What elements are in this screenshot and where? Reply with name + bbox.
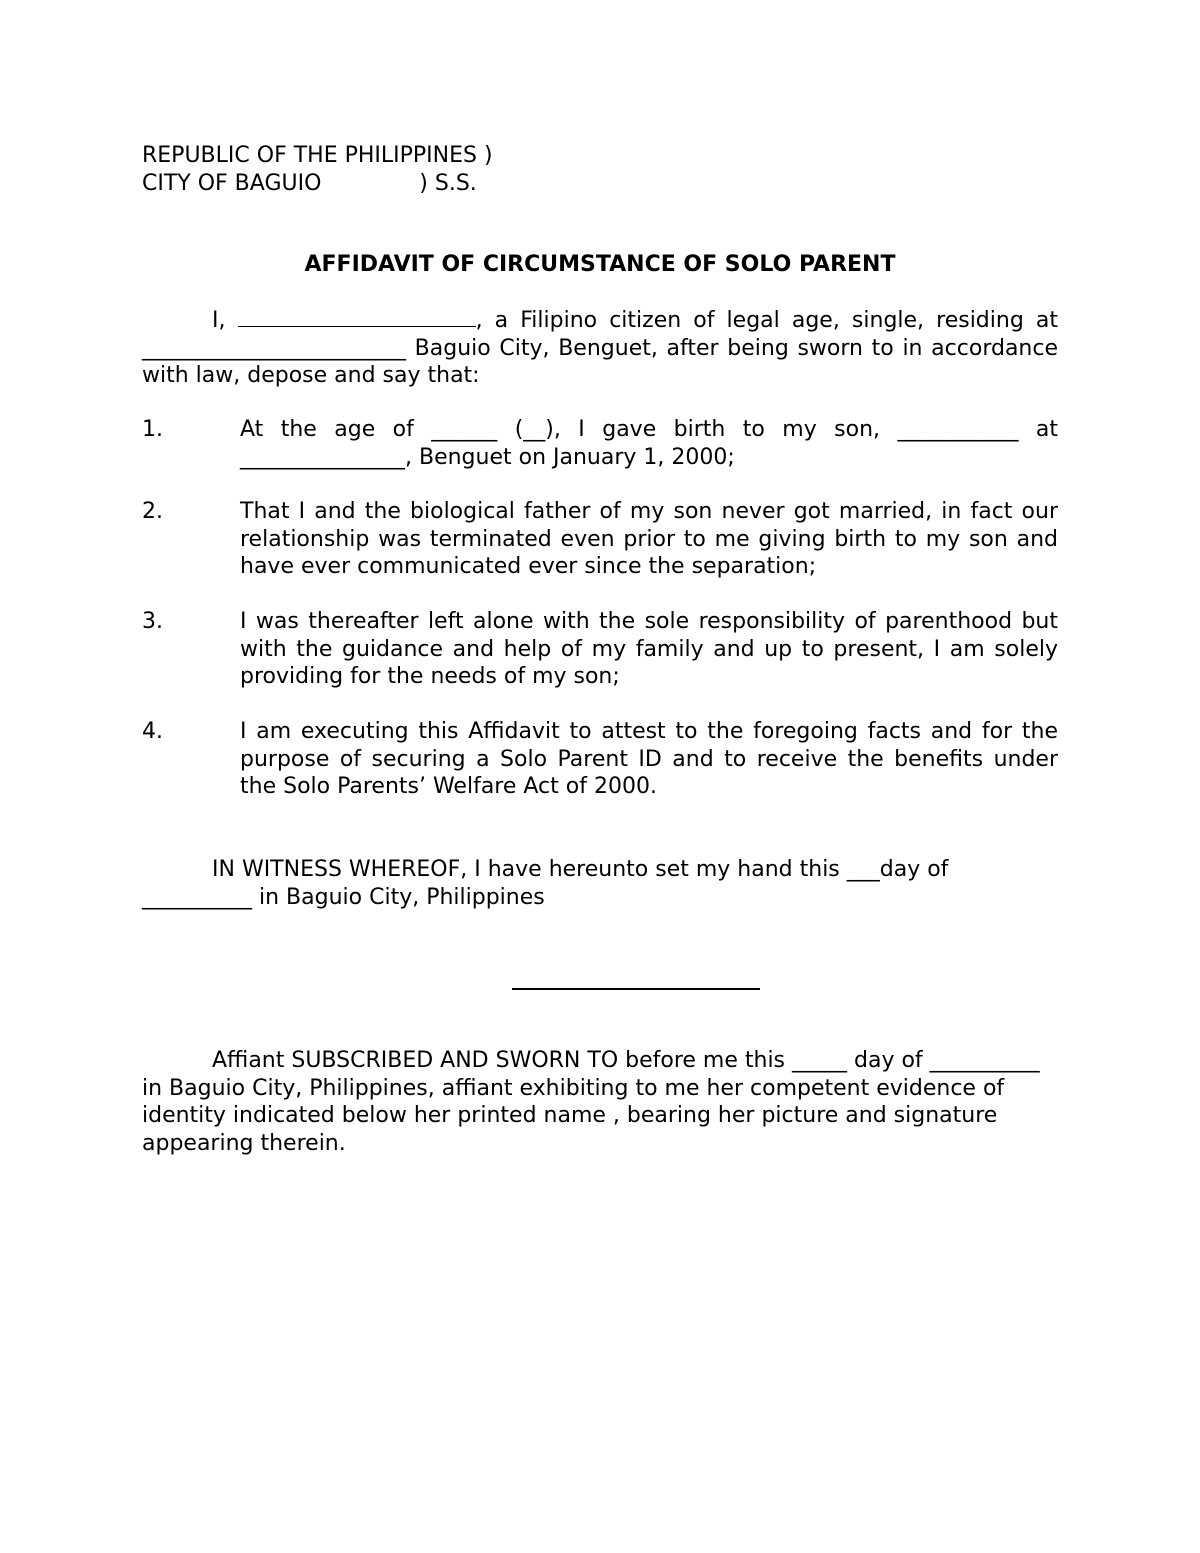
intro-text-a: , a Filipino citizen of legal age, single, residing at bbox=[475, 308, 1058, 333]
intro-text-b: ________________________ Baguio City, Benguet, after being sworn to in accordance with law, depose and say that: bbox=[142, 335, 1058, 388]
affiant-name-blank bbox=[238, 306, 476, 327]
venue-city: CITY OF BAGUIO ) S.S. bbox=[142, 171, 477, 196]
item-number: 4. bbox=[142, 719, 163, 744]
document-title: AFFIDAVIT OF CIRCUMSTANCE OF SOLO PARENT bbox=[304, 252, 896, 277]
signature-line bbox=[512, 988, 760, 990]
subscribed-paragraph bbox=[142, 1047, 1058, 1157]
witness-paragraph bbox=[142, 856, 1058, 911]
item-number: 1. bbox=[142, 417, 163, 442]
intro-paragraph bbox=[142, 306, 1058, 390]
item-number: 2. bbox=[142, 499, 163, 524]
item-text: That I and the biological father of my son never got married, in fact our relationship was terminated even prior to me giving birth to my son and have ever communicated ever since the separation; bbox=[240, 499, 1058, 579]
witness-text: IN WITNESS WHEREOF, I have hereunto set my hand this ___day of __________ in Baguio City, Philippines bbox=[142, 857, 949, 910]
item-text: I was thereafter left alone with the sole responsibility of parenthood but with the guidance and help of my family and up to present, I am solely providing for the needs of my son; bbox=[240, 609, 1058, 689]
venue-republic: REPUBLIC OF THE PHILIPPINES ) bbox=[142, 143, 493, 168]
subscribed-text: Affiant SUBSCRIBED AND SWORN TO before me this _____ day of __________ in Baguio City, Philippines, affiant exhibiting to me her competent evidence of identity indicated below her printed name , bearing her picture and signature appearing therein. bbox=[142, 1048, 1040, 1156]
item-text: I am executing this Affidavit to attest to the foregoing facts and for the purpose of securing a Solo Parent ID and to receive the benefits under the Solo Parents’ Welfare Act of 2000. bbox=[240, 719, 1058, 799]
item-text: At the age of ______ (__), I gave birth to my son, ___________ at _______________, Benguet on January 1, 2000; bbox=[240, 417, 1058, 470]
intro-prefix: I, bbox=[212, 308, 238, 333]
item-number: 3. bbox=[142, 609, 163, 634]
